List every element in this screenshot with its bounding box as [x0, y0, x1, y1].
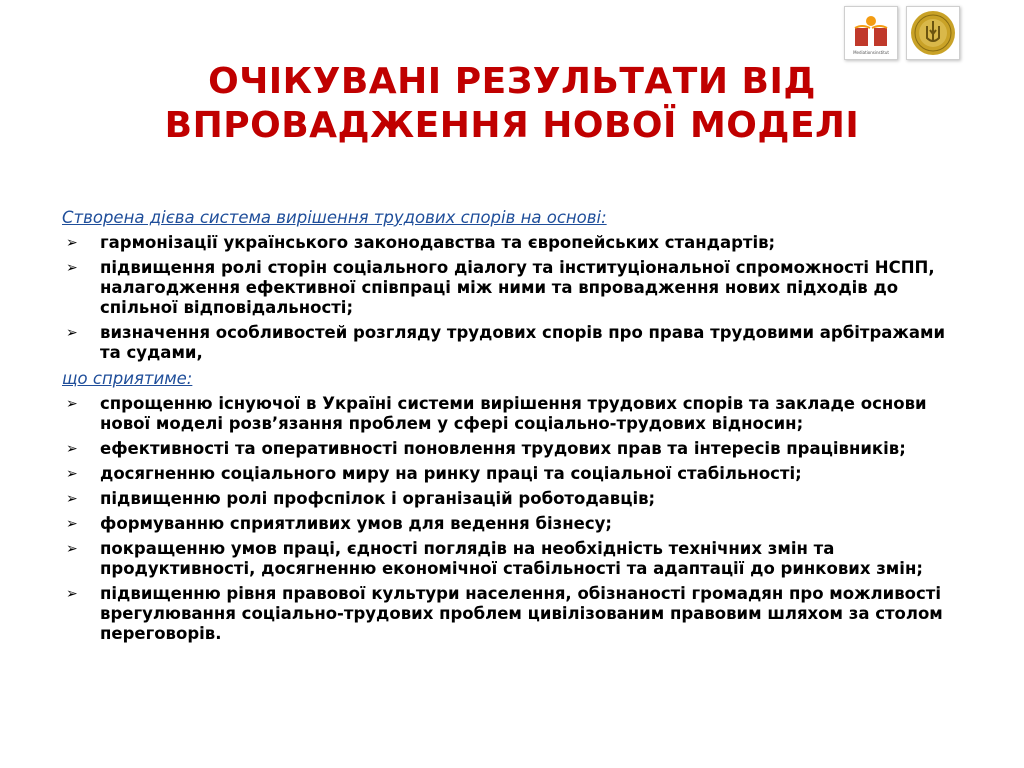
outcomes-list — [62, 394, 962, 644]
seal-icon — [908, 8, 958, 58]
list-item: ➢ підвищенню рівня правової культури населення, обізнаності громадян про можливості врегулювання соціально-трудових проблем цивілізованим правовим шляхом за столом переговорів. — [66, 584, 943, 643]
arrow-bullet-icon: ➢ — [66, 235, 78, 251]
arrow-bullet-icon: ➢ — [66, 466, 78, 482]
title-line-2: ВПРОВАДЖЕННЯ НОВОЇ МОДЕЛІ — [164, 105, 860, 146]
arrow-bullet-icon: ➢ — [66, 260, 78, 276]
list-item: ➢ визначення особливостей розгляду трудових спорів про права трудовими арбітражами та судами, — [66, 323, 946, 362]
mediation-institute-logo — [844, 6, 898, 60]
basis-list — [62, 233, 962, 363]
slide-title — [60, 60, 964, 148]
logos — [844, 6, 960, 60]
list-item: ➢ підвищення ролі сторін соціального діалогу та інституціональної спроможності НСПП, налагодження ефективної співпраці між ними та впровадження нових підходів до спільної відповідальності; — [66, 258, 935, 317]
list-item: ➢ ефективності та оперативності поновлення трудових прав та інтересів працівників; — [66, 439, 906, 458]
arrow-bullet-icon: ➢ — [66, 541, 78, 557]
nspp-seal-logo — [906, 6, 960, 60]
list-item: ➢ досягненню соціального миру на ринку праці та соціальної стабільності; — [66, 464, 802, 483]
slide-content — [62, 208, 962, 649]
list-item: ➢ формуванню сприятливих умов для ведення бізнесу; — [66, 514, 612, 533]
title-line-1: ОЧІКУВАНІ РЕЗУЛЬТАТИ ВІД — [208, 61, 816, 102]
arrow-bullet-icon: ➢ — [66, 586, 78, 602]
section-label-basis: Створена дієва система вирішення трудових спорів на основі: — [62, 208, 607, 227]
list-item: ➢ підвищенню ролі профспілок і організацій роботодавців; — [66, 489, 656, 508]
list-item: ➢ гармонізації українського законодавства та європейських стандартів; — [66, 233, 776, 252]
mediation-logo-icon — [846, 8, 896, 58]
list-item: ➢ спрощенню існуючої в Україні системи вирішення трудових спорів та закладе основи нової моделі розв’язання проблем у сфері соціально-трудових відносин; — [66, 394, 927, 433]
arrow-bullet-icon: ➢ — [66, 396, 78, 412]
arrow-bullet-icon: ➢ — [66, 491, 78, 507]
section-label-outcomes: що сприятиме: — [62, 369, 193, 388]
arrow-bullet-icon: ➢ — [66, 325, 78, 341]
svg-text:Mediationsinstitut: Mediationsinstitut — [853, 50, 889, 55]
arrow-bullet-icon: ➢ — [66, 516, 78, 532]
arrow-bullet-icon: ➢ — [66, 441, 78, 457]
list-item: ➢ покращенню умов праці, єдності поглядів на необхідність технічних змін та продуктивності, досягненню економічної стабільності та адаптації до ринкових змін; — [66, 539, 923, 578]
